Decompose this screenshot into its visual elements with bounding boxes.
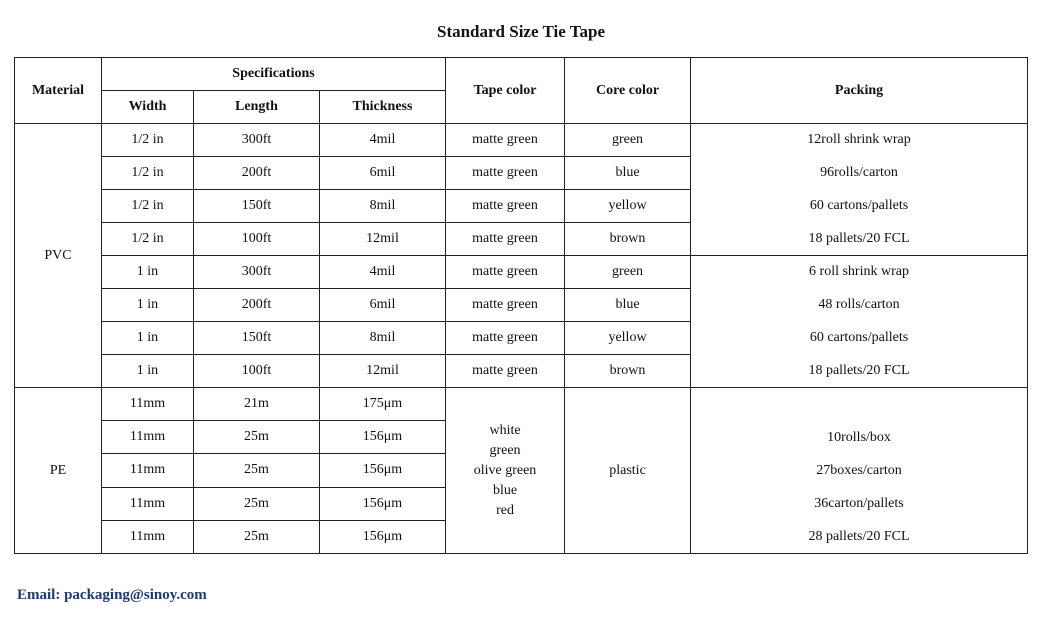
width-cell: 1/2 in	[102, 157, 194, 190]
packing-item: 36carton/pallets	[814, 496, 904, 511]
packing-cell: 18 pallets/20 FCL	[691, 355, 1028, 388]
thickness-cell: 4mil	[320, 256, 446, 289]
packing-cell: 6 roll shrink wrap	[691, 256, 1028, 289]
spec-table	[14, 57, 1028, 554]
tape-color-cell: matte green	[446, 322, 565, 355]
table-row	[15, 124, 1028, 157]
packing-cell: 60 cartons/pallets	[691, 322, 1028, 355]
contact-email[interactable]: Email: packaging@sinoy.com	[17, 587, 207, 603]
packing-item: 28 pallets/20 FCL	[808, 529, 910, 544]
table-row	[15, 289, 1028, 322]
tape-color-item: blue	[492, 482, 518, 498]
core-color-cell: green	[565, 124, 691, 157]
thickness-cell: 8mil	[320, 190, 446, 223]
header-thickness: Thickness	[320, 91, 446, 124]
length-cell: 25m	[194, 520, 320, 553]
thickness-cell: 6mil	[320, 289, 446, 322]
tape-color-item: red	[496, 502, 514, 518]
packing-cell: 48 rolls/carton	[691, 289, 1028, 322]
packing-item: 10rolls/box	[827, 430, 891, 445]
width-cell: 11mm	[102, 520, 194, 553]
width-cell: 1 in	[102, 322, 194, 355]
material-cell-pe: PE	[15, 388, 102, 554]
thickness-cell: 156μm	[320, 487, 446, 520]
width-cell: 1/2 in	[102, 190, 194, 223]
tape-color-cell: matte green	[446, 355, 565, 388]
length-cell: 150ft	[194, 322, 320, 355]
core-color-cell: green	[565, 256, 691, 289]
length-cell: 25m	[194, 487, 320, 520]
core-color-cell: blue	[565, 289, 691, 322]
packing-item: 27boxes/carton	[816, 463, 902, 478]
length-cell: 21m	[194, 388, 320, 421]
core-color-cell: brown	[565, 355, 691, 388]
core-color-cell: brown	[565, 223, 691, 256]
thickness-cell: 156μm	[320, 520, 446, 553]
width-cell: 1/2 in	[102, 124, 194, 157]
tape-color-cell: matte green	[446, 190, 565, 223]
header-packing: Packing	[691, 58, 1028, 124]
thickness-cell: 156μm	[320, 454, 446, 487]
tape-color-cell: matte green	[446, 223, 565, 256]
thickness-cell: 4mil	[320, 124, 446, 157]
tape-color-cell: matte green	[446, 256, 565, 289]
table-row	[15, 388, 1028, 421]
table-row	[15, 256, 1028, 289]
packing-cell: 96rolls/carton	[691, 157, 1028, 190]
thickness-cell: 156μm	[320, 421, 446, 454]
tape-color-item: white	[489, 422, 521, 438]
core-color-cell-pe: plastic	[565, 388, 691, 554]
header-length: Length	[194, 91, 320, 124]
header-material: Material	[15, 58, 102, 124]
header-tape-color: Tape color	[446, 58, 565, 124]
length-cell: 25m	[194, 454, 320, 487]
tape-color-cell-pe	[446, 388, 565, 554]
width-cell: 11mm	[102, 388, 194, 421]
header-core-color: Core color	[565, 58, 691, 124]
thickness-cell: 6mil	[320, 157, 446, 190]
tape-color-cell: matte green	[446, 157, 565, 190]
table-row	[15, 157, 1028, 190]
page-title: Standard Size Tie Tape	[436, 22, 605, 41]
table-row	[15, 223, 1028, 256]
length-cell: 200ft	[194, 289, 320, 322]
header-width: Width	[102, 91, 194, 124]
length-cell: 300ft	[194, 124, 320, 157]
table-row	[15, 190, 1028, 223]
width-cell: 11mm	[102, 454, 194, 487]
width-cell: 1 in	[102, 355, 194, 388]
length-cell: 200ft	[194, 157, 320, 190]
width-cell: 11mm	[102, 421, 194, 454]
thickness-cell: 12mil	[320, 223, 446, 256]
material-cell-pvc: PVC	[15, 124, 102, 388]
packing-cell-pe	[691, 388, 1028, 554]
thickness-cell: 175μm	[320, 388, 446, 421]
thickness-cell: 12mil	[320, 355, 446, 388]
width-cell: 1 in	[102, 289, 194, 322]
tape-color-cell: matte green	[446, 289, 565, 322]
core-color-cell: yellow	[565, 322, 691, 355]
length-cell: 150ft	[194, 190, 320, 223]
tape-color-cell: matte green	[446, 124, 565, 157]
core-color-cell: blue	[565, 157, 691, 190]
tape-color-item: green	[489, 442, 521, 458]
table-row	[15, 322, 1028, 355]
length-cell: 300ft	[194, 256, 320, 289]
width-cell: 11mm	[102, 487, 194, 520]
length-cell: 100ft	[194, 355, 320, 388]
length-cell: 25m	[194, 421, 320, 454]
packing-cell: 60 cartons/pallets	[691, 190, 1028, 223]
header-specifications: Specifications	[102, 58, 446, 91]
width-cell: 1 in	[102, 256, 194, 289]
length-cell: 100ft	[194, 223, 320, 256]
table-row	[15, 355, 1028, 388]
packing-cell: 18 pallets/20 FCL	[691, 223, 1028, 256]
thickness-cell: 8mil	[320, 322, 446, 355]
core-color-cell: yellow	[565, 190, 691, 223]
width-cell: 1/2 in	[102, 223, 194, 256]
packing-cell: 12roll shrink wrap	[691, 124, 1028, 157]
tape-color-item: olive green	[473, 462, 537, 478]
